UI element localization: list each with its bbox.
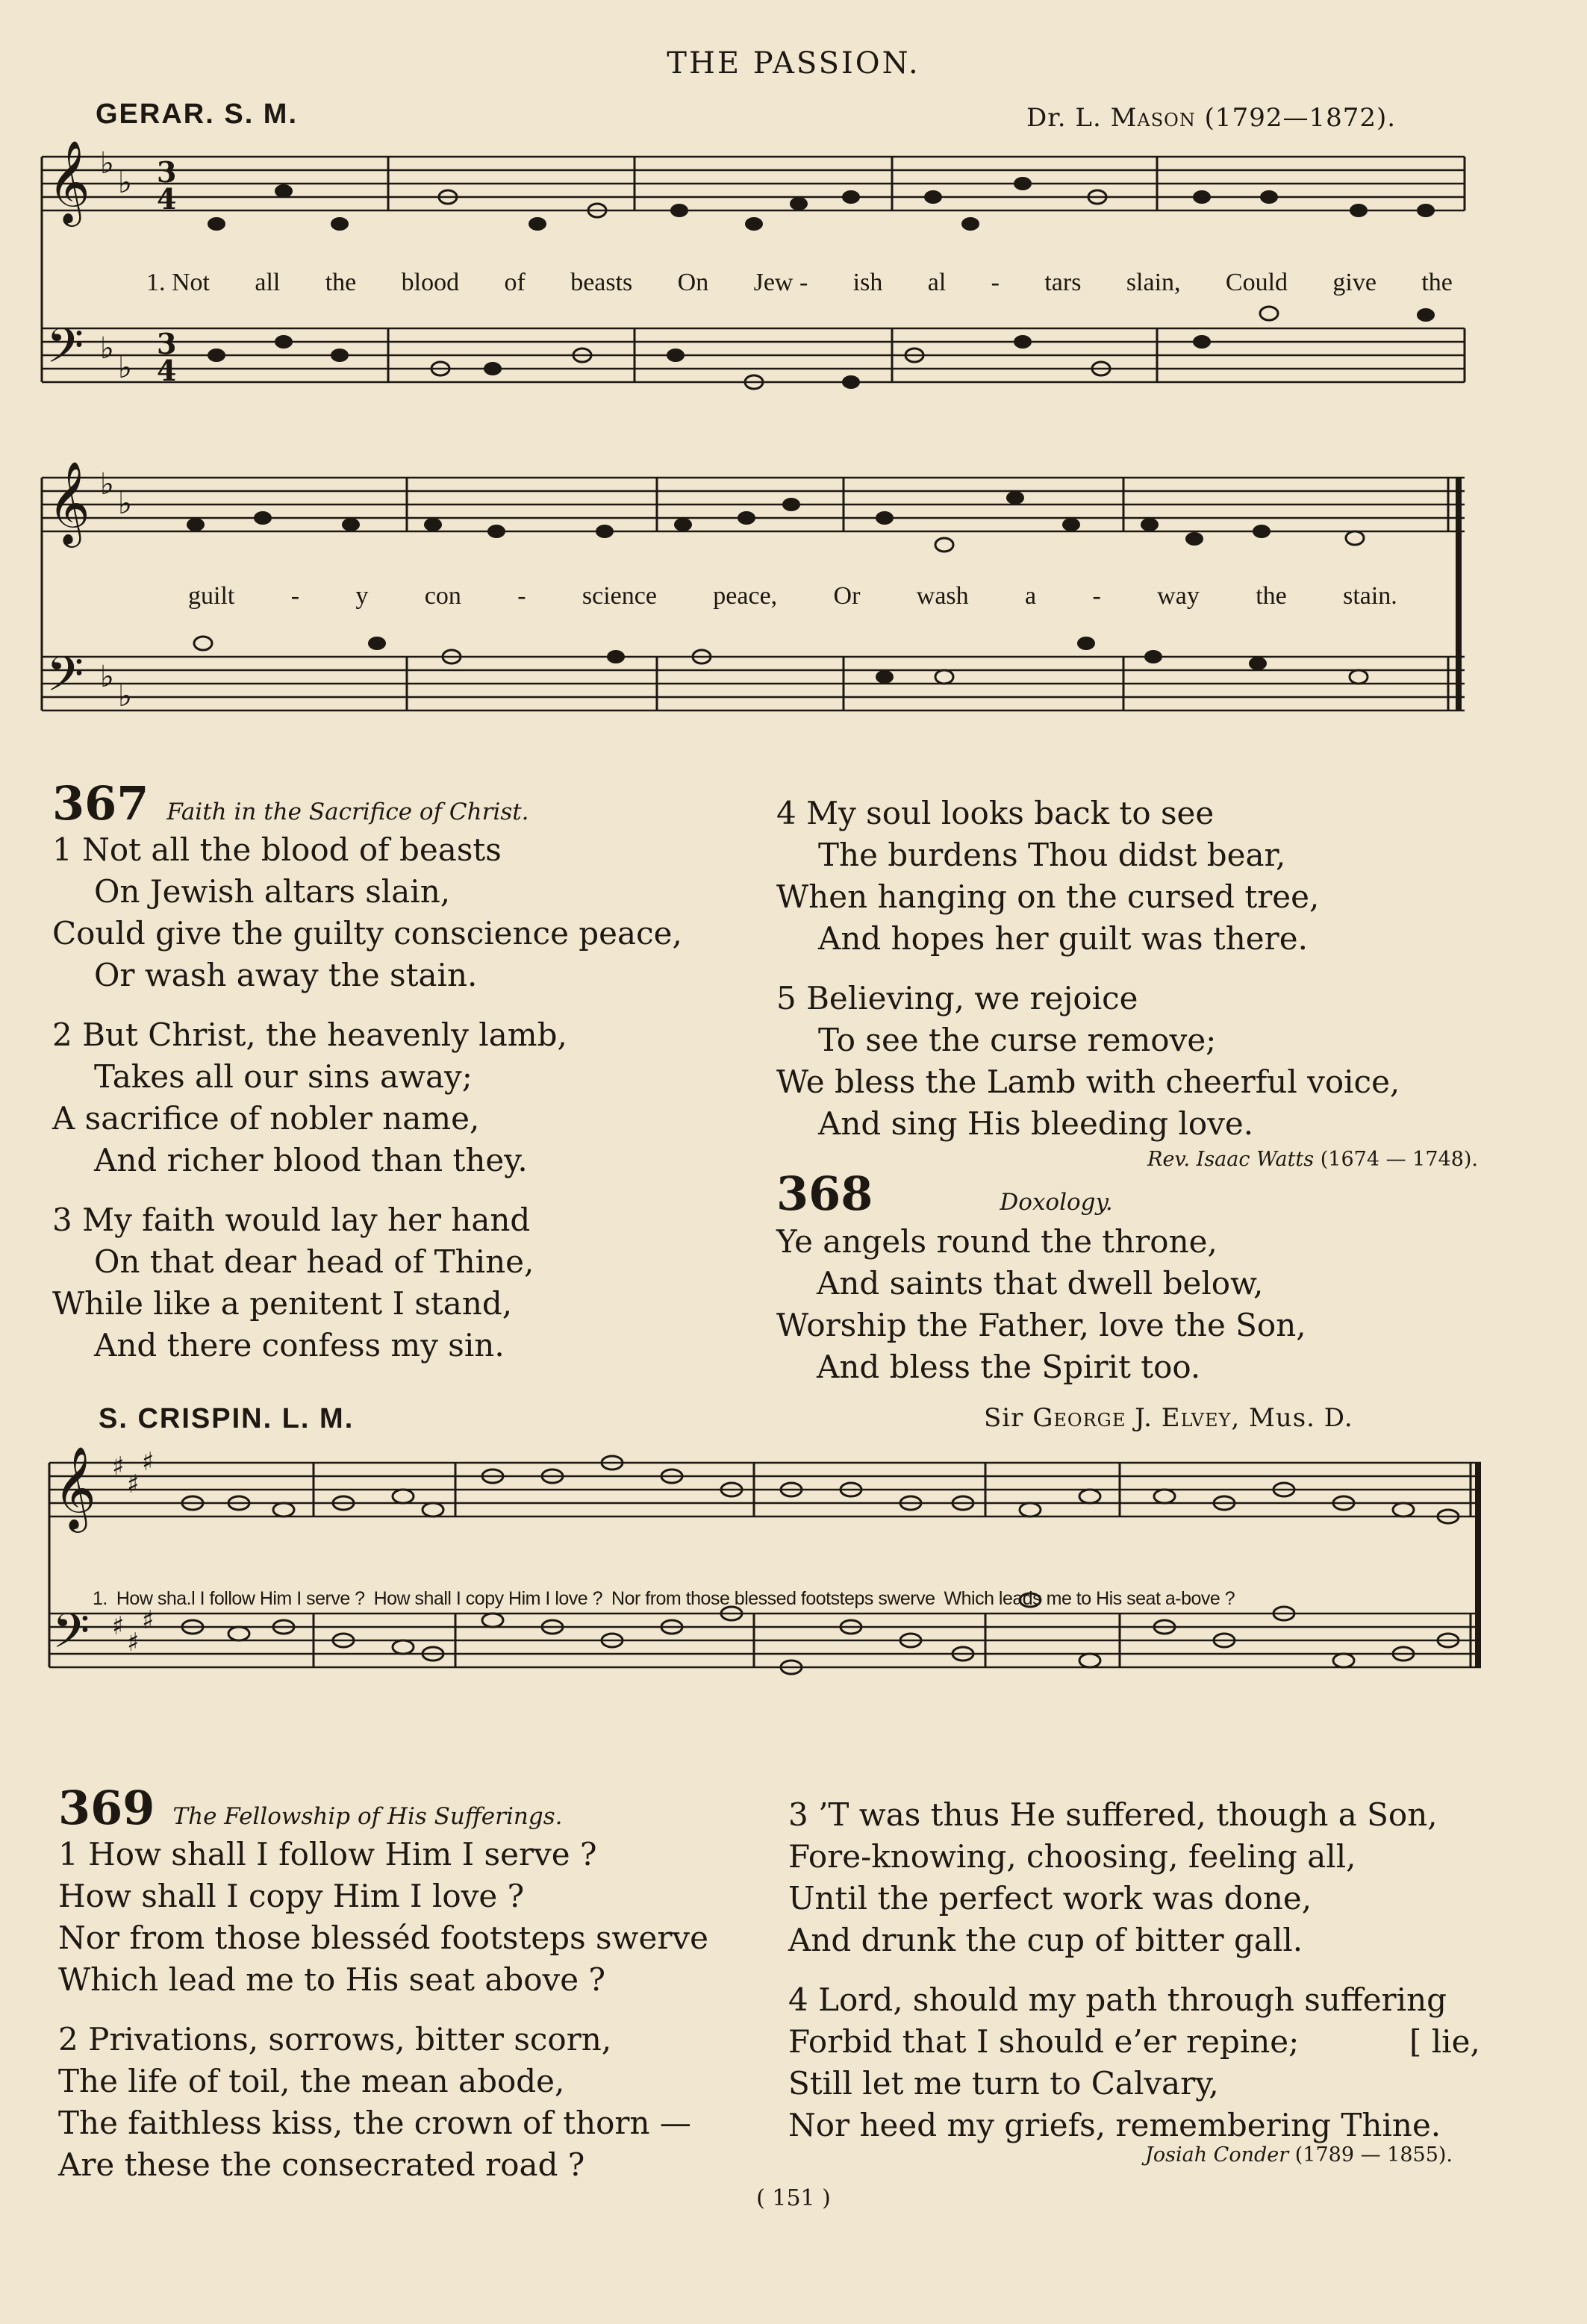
treble-staff-1 <box>42 157 1465 210</box>
verse-line: And richer blood than they. <box>94 1142 528 1178</box>
verse-line: We bless the Lamb with cheerful voice, <box>776 1063 1400 1100</box>
verse-line: Ye angels round the throne, <box>776 1223 1217 1260</box>
verse-2 <box>58 2019 775 2186</box>
svg-text:♭: ♭ <box>100 146 114 181</box>
verse-line: While like a penitent I stand, <box>52 1285 513 1322</box>
svg-text:♭: ♭ <box>100 467 114 502</box>
verse-line: A sacrifice of nobler name, <box>52 1100 480 1137</box>
lyric-syllable: tars <box>1044 269 1082 296</box>
lyric-syllable: the <box>325 269 357 296</box>
svg-text:♯: ♯ <box>112 1452 125 1481</box>
verse-5 <box>776 978 1538 1145</box>
notes-treble-1 <box>208 177 1435 231</box>
tune1-lyrics-line1 <box>146 269 1453 297</box>
hymn-367 <box>52 776 769 1366</box>
svg-text:♯: ♯ <box>127 1628 140 1658</box>
lyric-line: Nor from those blessed footsteps swerve <box>611 1588 935 1609</box>
lyric-syllable: way <box>1157 582 1200 610</box>
key-signature-1 <box>100 146 132 385</box>
verse-line: The life of toil, the mean abode, <box>58 2063 565 2099</box>
verse-1 <box>52 829 769 996</box>
verse-line: When hanging on the cursed tree, <box>776 878 1320 915</box>
verse-line: And hopes her guilt was there. <box>818 920 1308 957</box>
lyric-line: How shall I copy Him I love ? <box>373 1588 603 1609</box>
verse-line: 4 Lord, should my path through suffering <box>788 1981 1447 2018</box>
tune-title-gerar: GERAR. S. M. <box>96 99 299 130</box>
lyric-syllable: Or <box>833 582 861 610</box>
verse-line: On that dear head of Thine, <box>94 1243 534 1280</box>
final-barline-gerar <box>1456 478 1462 710</box>
svg-text:♯: ♯ <box>142 1447 155 1477</box>
page-number: ( 151 ) <box>756 2185 831 2211</box>
bass-clef-1: 𝄢 <box>46 319 84 386</box>
lyric-line: How sha.l I follow Him I serve ? <box>116 1588 365 1609</box>
lyric-syllable: - <box>991 269 1000 296</box>
lyric-syllable: stain. <box>1343 582 1397 610</box>
lyric-syllable: - <box>1092 582 1101 610</box>
verse-line: 1 Not all the blood of beasts <box>52 831 502 868</box>
svg-text:♯: ♯ <box>127 1469 140 1499</box>
lyric-syllable: con <box>424 582 461 610</box>
hymn-title: Faith in the Sacrifice of Christ. <box>166 799 529 825</box>
lyric-syllable: Jew - <box>753 269 808 296</box>
verse-line: How shall I copy Him I love ? <box>58 1878 525 1914</box>
bass-staff-1 <box>42 328 1465 382</box>
composer-dates: (1792—1872). <box>1204 103 1397 133</box>
verse-line: Are these the consecrated road ? <box>58 2146 585 2183</box>
lyric-syllable: science <box>582 582 657 610</box>
lyric-syllable: wash <box>916 582 969 610</box>
lyric-syllable: - <box>517 582 526 610</box>
treble-clef-1: 𝄞 <box>48 140 90 223</box>
verse-3 <box>788 1794 1535 1961</box>
lyric-syllable: beasts <box>570 269 633 296</box>
notes-bass-2 <box>194 637 1368 684</box>
lyric-syllable: a <box>1025 582 1037 610</box>
verse-4 <box>788 1979 1535 2146</box>
hymn-367-continued <box>776 793 1538 1388</box>
doxology-verse <box>776 1221 1538 1388</box>
verse-line: 2 But Christ, the heavenly lamb, <box>52 1016 567 1053</box>
verse-1 <box>58 1834 775 2001</box>
treble-clef-3: 𝄞 <box>54 1446 96 1529</box>
verse-4 <box>776 793 1538 960</box>
verse-line: The faithless kiss, the crown of thorn — <box>58 2105 691 2141</box>
author-dates: (1789 — 1855). <box>1294 2143 1453 2167</box>
svg-text:♭: ♭ <box>100 331 114 366</box>
bass-clef-2: 𝄢 <box>46 647 84 714</box>
svg-text:4: 4 <box>157 354 177 387</box>
author-dates: (1674 — 1748). <box>1320 1148 1478 1171</box>
verse-line: And bless the Spirit too. <box>817 1349 1201 1385</box>
svg-text:♯: ♯ <box>112 1611 125 1641</box>
bass-staff-3 <box>49 1614 1481 1667</box>
verse-line: On Jewish altars slain, <box>94 873 451 910</box>
lyric-line: Which leads me to His seat a-bove ? <box>944 1588 1235 1609</box>
verse-line: 4 My soul looks back to see <box>776 795 1215 831</box>
notes-bass-1 <box>208 307 1435 389</box>
verse-2 <box>52 1014 769 1181</box>
verse-line: Forbid that I should e’er repine; <box>788 2023 1300 2060</box>
lyric-syllable: all <box>255 269 281 296</box>
lyric-syllable: blood <box>401 269 460 296</box>
hymn-title: Doxology. <box>1000 1189 1113 1216</box>
lyric-syllable: slain, <box>1126 269 1181 296</box>
svg-text:♭: ♭ <box>118 679 132 713</box>
verse-line: Which lead me to His seat above ? <box>58 1961 605 1998</box>
verse-line: And there confess my sin. <box>94 1327 505 1364</box>
notes-treble-2 <box>187 491 1364 552</box>
lyric-syllable: give <box>1332 269 1376 296</box>
lyric-syllable: Could <box>1225 269 1288 296</box>
composer-prefix: Dr. L. <box>1026 103 1102 133</box>
verse-line: Worship the Father, love the Son, <box>776 1307 1306 1343</box>
verse-line: 3 My faith would lay her hand <box>52 1202 531 1238</box>
author-name: Rev. Isaac Watts <box>1147 1148 1315 1171</box>
lyric-syllable: of <box>504 269 526 296</box>
hymn-368-heading <box>776 1166 1538 1221</box>
verse-line: 2 Privations, sorrows, bitter scorn, <box>58 2021 612 2058</box>
lyric-verse-number: 1. <box>93 1588 107 1609</box>
lyric-syllable: ish <box>852 269 883 296</box>
svg-text:3: 3 <box>157 327 177 360</box>
svg-text:♭: ♭ <box>118 351 132 385</box>
svg-text:4: 4 <box>157 182 177 216</box>
verse-line: Nor from those blesséd footsteps swerve <box>58 1920 708 1956</box>
lyric-syllable: On <box>677 269 709 296</box>
verse-line: 5 Believing, we rejoice <box>776 980 1138 1016</box>
verse-line: Still let me turn to Calvary, <box>788 2065 1219 2102</box>
verse-line: Or wash away the stain. <box>94 957 478 993</box>
verse-line: Takes all our sins away; <box>94 1058 473 1095</box>
composer-name: George J. Elvey <box>1032 1403 1232 1433</box>
music-score-gerar <box>0 0 1587 746</box>
svg-text:♯: ♯ <box>142 1605 155 1635</box>
lyric-syllable: guilt <box>188 582 235 610</box>
lyric-syllable: peace, <box>713 582 778 610</box>
svg-text:♭: ♭ <box>118 166 132 200</box>
lyric-syllable: the <box>1421 269 1453 296</box>
hymn-369-continued <box>788 1794 1535 2167</box>
tune1-lyrics-line2 <box>188 582 1397 610</box>
verse-line: And saints that dwell below, <box>817 1265 1264 1302</box>
verse-line: Nor heed my griefs, remembering Thine. <box>788 2107 1441 2143</box>
verse-line: The burdens Thou didst bear, <box>818 837 1286 873</box>
verse-line: To see the curse remove; <box>818 1022 1217 1058</box>
tune2-lyrics <box>93 1588 1481 1610</box>
lyric-syllable: the <box>1256 582 1287 610</box>
svg-text:3: 3 <box>157 155 177 189</box>
composer-name: Mason <box>1110 103 1196 133</box>
hymn-author <box>788 2143 1535 2167</box>
hymn-title: The Fellowship of His Sufferings. <box>172 1803 563 1830</box>
hymn-number: 367 <box>52 776 149 831</box>
tune-title-s-crispin: S. CRISPIN. L. M. <box>99 1403 355 1434</box>
author-name: Josiah Conder <box>1145 2143 1289 2167</box>
lyric-syllable: y <box>355 582 369 610</box>
verse-line: And sing His bleeding love. <box>818 1105 1254 1142</box>
verse-line: Until the perfect work was done, <box>788 1880 1312 1917</box>
turnover-bracket: [ lie, <box>1409 2023 1480 2060</box>
final-barline-s-crispin <box>1475 1463 1481 1667</box>
verse-line: Could give the guilty conscience peace, <box>52 915 682 952</box>
composer-prefix: Sir <box>984 1403 1024 1433</box>
svg-text:♭: ♭ <box>100 660 114 694</box>
verse-line: 3 ’T was thus He suffered, though a Son, <box>788 1796 1438 1833</box>
verse-line: Fore-knowing, choosing, feeling all, <box>788 1838 1356 1875</box>
verse-line: 1 How shall I follow Him I serve ? <box>58 1836 597 1872</box>
lyric-syllable: al <box>927 269 947 296</box>
lyric-syllable: - <box>290 582 300 610</box>
treble-staff-3 <box>49 1463 1481 1516</box>
key-signature-3 <box>112 1447 154 1658</box>
page-header: THE PASSION. <box>667 46 920 81</box>
verse-3 <box>52 1199 769 1366</box>
barlines-3 <box>49 1463 1471 1667</box>
lyric-syllable: 1. Not <box>146 269 210 296</box>
bass-clef-3: 𝄢 <box>52 1604 90 1671</box>
treble-clef-2: 𝄞 <box>48 460 90 544</box>
composer-suffix: , Mus. D. <box>1231 1403 1353 1433</box>
hymn-number: 369 <box>58 1781 155 1835</box>
hymn-number: 368 <box>776 1166 873 1221</box>
verse-line: And drunk the cup of bitter gall. <box>788 1922 1303 1958</box>
svg-text:♭: ♭ <box>118 487 132 521</box>
hymn-369 <box>58 1781 775 2186</box>
treble-staff-2 <box>42 478 1465 531</box>
